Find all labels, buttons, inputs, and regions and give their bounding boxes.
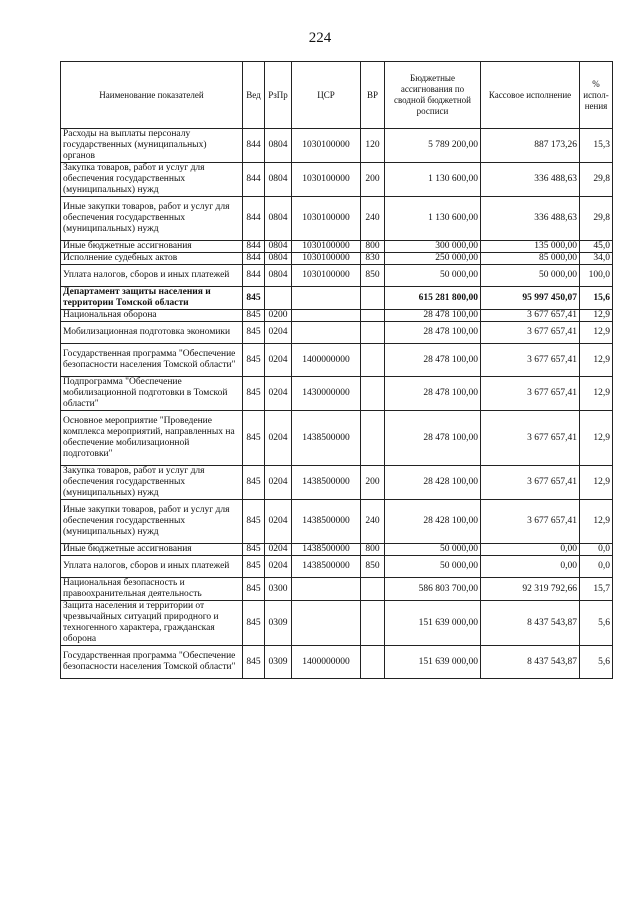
- row-csr: 1400000000: [292, 646, 361, 679]
- row-name: Уплата налогов, сборов и иных платежей: [61, 265, 243, 287]
- row-pct: 29,8: [580, 163, 613, 197]
- row-name: Закупка товаров, работ и услуг для обеспечения государственных (муниципальных) нужд: [61, 466, 243, 500]
- row-csr: 1438500000: [292, 544, 361, 556]
- row-csr: 1030100000: [292, 241, 361, 253]
- row-csr: 1438500000: [292, 466, 361, 500]
- row-budget: 1 130 600,00: [385, 197, 481, 241]
- row-ved: 845: [243, 377, 265, 411]
- row-name: Государственная программа "Обеспечение безопасности населения Томской области": [61, 646, 243, 679]
- row-rzpr: 0204: [265, 344, 292, 377]
- row-rzpr: 0804: [265, 253, 292, 265]
- table-header-row: [61, 62, 613, 129]
- row-ved: 845: [243, 411, 265, 466]
- row-budget: 28 478 100,00: [385, 322, 481, 344]
- table-row: [61, 556, 613, 578]
- row-csr: [292, 601, 361, 646]
- row-csr: 1030100000: [292, 197, 361, 241]
- row-vr: 850: [361, 556, 385, 578]
- table-row: [61, 265, 613, 287]
- row-ved: 845: [243, 646, 265, 679]
- row-cash: 95 997 450,07: [481, 287, 580, 310]
- row-budget: 28 478 100,00: [385, 310, 481, 322]
- row-cash: 92 319 792,66: [481, 578, 580, 601]
- row-budget: 151 639 000,00: [385, 601, 481, 646]
- row-vr: 120: [361, 129, 385, 163]
- header-cash: Кассовое исполнение: [481, 62, 580, 129]
- row-cash: 3 677 657,41: [481, 377, 580, 411]
- table-row: [61, 163, 613, 197]
- row-budget: 615 281 800,00: [385, 287, 481, 310]
- row-ved: 845: [243, 556, 265, 578]
- table-row: [61, 646, 613, 679]
- row-pct: 45,0: [580, 241, 613, 253]
- row-rzpr: [265, 287, 292, 310]
- row-rzpr: 0204: [265, 466, 292, 500]
- row-name: Иные бюджетные ассигнования: [61, 544, 243, 556]
- row-rzpr: 0804: [265, 163, 292, 197]
- row-pct: 12,9: [580, 466, 613, 500]
- row-rzpr: 0204: [265, 411, 292, 466]
- row-name: Мобилизационная подготовка экономики: [61, 322, 243, 344]
- row-cash: 85 000,00: [481, 253, 580, 265]
- row-budget: 50 000,00: [385, 544, 481, 556]
- row-rzpr: 0204: [265, 500, 292, 544]
- row-rzpr: 0204: [265, 377, 292, 411]
- row-ved: 844: [243, 129, 265, 163]
- row-ved: 844: [243, 265, 265, 287]
- row-cash: 3 677 657,41: [481, 322, 580, 344]
- table-row: [61, 466, 613, 500]
- header-csr: ЦСР: [292, 62, 361, 129]
- row-cash: 135 000,00: [481, 241, 580, 253]
- row-name: Иные закупки товаров, работ и услуг для обеспечения государственных (муниципальных) нужд: [61, 197, 243, 241]
- table-row: [61, 241, 613, 253]
- row-vr: [361, 601, 385, 646]
- header-vr: ВР: [361, 62, 385, 129]
- row-rzpr: 0804: [265, 129, 292, 163]
- header-ved: Вед: [243, 62, 265, 129]
- row-pct: 100,0: [580, 265, 613, 287]
- row-budget: 28 428 100,00: [385, 466, 481, 500]
- header-budget: Бюджетные ассигнования по сводной бюджетной росписи: [385, 62, 481, 129]
- row-ved: 845: [243, 287, 265, 310]
- row-name: Иные бюджетные ассигнования: [61, 241, 243, 253]
- row-cash: 3 677 657,41: [481, 344, 580, 377]
- row-rzpr: 0309: [265, 646, 292, 679]
- row-pct: 12,9: [580, 344, 613, 377]
- row-rzpr: 0200: [265, 310, 292, 322]
- row-budget: 1 130 600,00: [385, 163, 481, 197]
- row-cash: 0,00: [481, 544, 580, 556]
- row-vr: 800: [361, 241, 385, 253]
- row-vr: [361, 377, 385, 411]
- row-budget: 50 000,00: [385, 556, 481, 578]
- row-ved: 844: [243, 197, 265, 241]
- table-row: [61, 344, 613, 377]
- row-ved: 844: [243, 241, 265, 253]
- row-pct: 0,0: [580, 556, 613, 578]
- table-row: [61, 253, 613, 265]
- row-rzpr: 0204: [265, 322, 292, 344]
- row-name: Национальная оборона: [61, 310, 243, 322]
- row-name: Департамент защиты населения и территории Томской области: [61, 287, 243, 310]
- row-vr: 800: [361, 544, 385, 556]
- row-pct: 15,3: [580, 129, 613, 163]
- table-row: [61, 129, 613, 163]
- header-name: Наименование показателей: [61, 62, 243, 129]
- row-rzpr: 0300: [265, 578, 292, 601]
- row-csr: 1438500000: [292, 411, 361, 466]
- row-ved: 845: [243, 310, 265, 322]
- row-csr: 1030100000: [292, 265, 361, 287]
- row-pct: 5,6: [580, 601, 613, 646]
- row-csr: 1438500000: [292, 500, 361, 544]
- row-pct: 12,9: [580, 322, 613, 344]
- page-number: 224: [308, 30, 332, 46]
- table-row: [61, 377, 613, 411]
- row-vr: [361, 344, 385, 377]
- row-cash: 8 437 543,87: [481, 601, 580, 646]
- row-cash: 3 677 657,41: [481, 466, 580, 500]
- row-pct: 15,7: [580, 578, 613, 601]
- row-name: Расходы на выплаты персоналу государственных (муниципальных) органов: [61, 129, 243, 163]
- table-row: [61, 578, 613, 601]
- row-ved: 844: [243, 253, 265, 265]
- row-ved: 844: [243, 163, 265, 197]
- row-csr: [292, 578, 361, 601]
- row-ved: 845: [243, 544, 265, 556]
- table-row: [61, 322, 613, 344]
- row-rzpr: 0804: [265, 197, 292, 241]
- row-budget: 300 000,00: [385, 241, 481, 253]
- row-vr: 200: [361, 163, 385, 197]
- row-pct: 12,9: [580, 411, 613, 466]
- row-name: Закупка товаров, работ и услуг для обеспечения государственных (муниципальных) нужд: [61, 163, 243, 197]
- row-budget: 28 428 100,00: [385, 500, 481, 544]
- row-ved: 845: [243, 601, 265, 646]
- row-pct: 12,9: [580, 500, 613, 544]
- table-row: [61, 411, 613, 466]
- row-name: Подпрограмма "Обеспечение мобилизационной подготовки в Томской области": [61, 377, 243, 411]
- row-pct: 12,9: [580, 310, 613, 322]
- row-cash: 50 000,00: [481, 265, 580, 287]
- row-cash: 8 437 543,87: [481, 646, 580, 679]
- row-pct: 0,0: [580, 544, 613, 556]
- row-pct: 34,0: [580, 253, 613, 265]
- row-name: Национальная безопасность и правоохранительная деятельность: [61, 578, 243, 601]
- row-vr: [361, 322, 385, 344]
- row-csr: [292, 322, 361, 344]
- row-ved: 845: [243, 500, 265, 544]
- row-pct: 29,8: [580, 197, 613, 241]
- row-csr: 1030100000: [292, 163, 361, 197]
- row-vr: 200: [361, 466, 385, 500]
- row-budget: 586 803 700,00: [385, 578, 481, 601]
- row-vr: 850: [361, 265, 385, 287]
- table-row: [61, 544, 613, 556]
- row-rzpr: 0204: [265, 556, 292, 578]
- row-name: Государственная программа "Обеспечение безопасности населения Томской области": [61, 344, 243, 377]
- row-csr: 1438500000: [292, 556, 361, 578]
- row-pct: 5,6: [580, 646, 613, 679]
- row-cash: 3 677 657,41: [481, 411, 580, 466]
- budget-table: [60, 61, 613, 679]
- row-rzpr: 0309: [265, 601, 292, 646]
- row-cash: 887 173,26: [481, 129, 580, 163]
- header-rzpr: РзПр: [265, 62, 292, 129]
- row-budget: 28 478 100,00: [385, 411, 481, 466]
- row-budget: 250 000,00: [385, 253, 481, 265]
- row-cash: 0,00: [481, 556, 580, 578]
- table-row: [61, 310, 613, 322]
- row-ved: 845: [243, 344, 265, 377]
- row-rzpr: 0804: [265, 265, 292, 287]
- row-vr: [361, 411, 385, 466]
- row-ved: 845: [243, 578, 265, 601]
- row-name: Иные закупки товаров, работ и услуг для обеспечения государственных (муниципальных) нужд: [61, 500, 243, 544]
- row-cash: 3 677 657,41: [481, 310, 580, 322]
- row-pct: 15,6: [580, 287, 613, 310]
- row-vr: 240: [361, 197, 385, 241]
- table-row: [61, 197, 613, 241]
- row-csr: [292, 287, 361, 310]
- row-vr: 830: [361, 253, 385, 265]
- row-name: Уплата налогов, сборов и иных платежей: [61, 556, 243, 578]
- row-vr: [361, 646, 385, 679]
- row-csr: 1030100000: [292, 253, 361, 265]
- row-rzpr: 0204: [265, 544, 292, 556]
- row-name: Исполнение судебных актов: [61, 253, 243, 265]
- row-vr: [361, 310, 385, 322]
- row-rzpr: 0804: [265, 241, 292, 253]
- table-row: [61, 500, 613, 544]
- table-row: [61, 287, 613, 310]
- row-csr: 1030100000: [292, 129, 361, 163]
- row-cash: 336 488,63: [481, 163, 580, 197]
- row-vr: 240: [361, 500, 385, 544]
- row-name: Защита населения и территории от чрезвычайных ситуаций природного и техногенного характера, гражданская оборона: [61, 601, 243, 646]
- row-ved: 845: [243, 466, 265, 500]
- header-pct: % испол-нения: [580, 62, 613, 129]
- row-budget: 50 000,00: [385, 265, 481, 287]
- row-csr: 1400000000: [292, 344, 361, 377]
- row-pct: 12,9: [580, 377, 613, 411]
- row-cash: 3 677 657,41: [481, 500, 580, 544]
- row-name: Основное мероприятие "Проведение комплекса мероприятий, направленных на обеспечение мобилизационной подготовки": [61, 411, 243, 466]
- row-csr: [292, 310, 361, 322]
- row-budget: 151 639 000,00: [385, 646, 481, 679]
- row-vr: [361, 287, 385, 310]
- row-vr: [361, 578, 385, 601]
- row-ved: 845: [243, 322, 265, 344]
- row-budget: 28 478 100,00: [385, 344, 481, 377]
- row-cash: 336 488,63: [481, 197, 580, 241]
- table-row: [61, 601, 613, 646]
- row-budget: 28 478 100,00: [385, 377, 481, 411]
- row-csr: 1430000000: [292, 377, 361, 411]
- row-budget: 5 789 200,00: [385, 129, 481, 163]
